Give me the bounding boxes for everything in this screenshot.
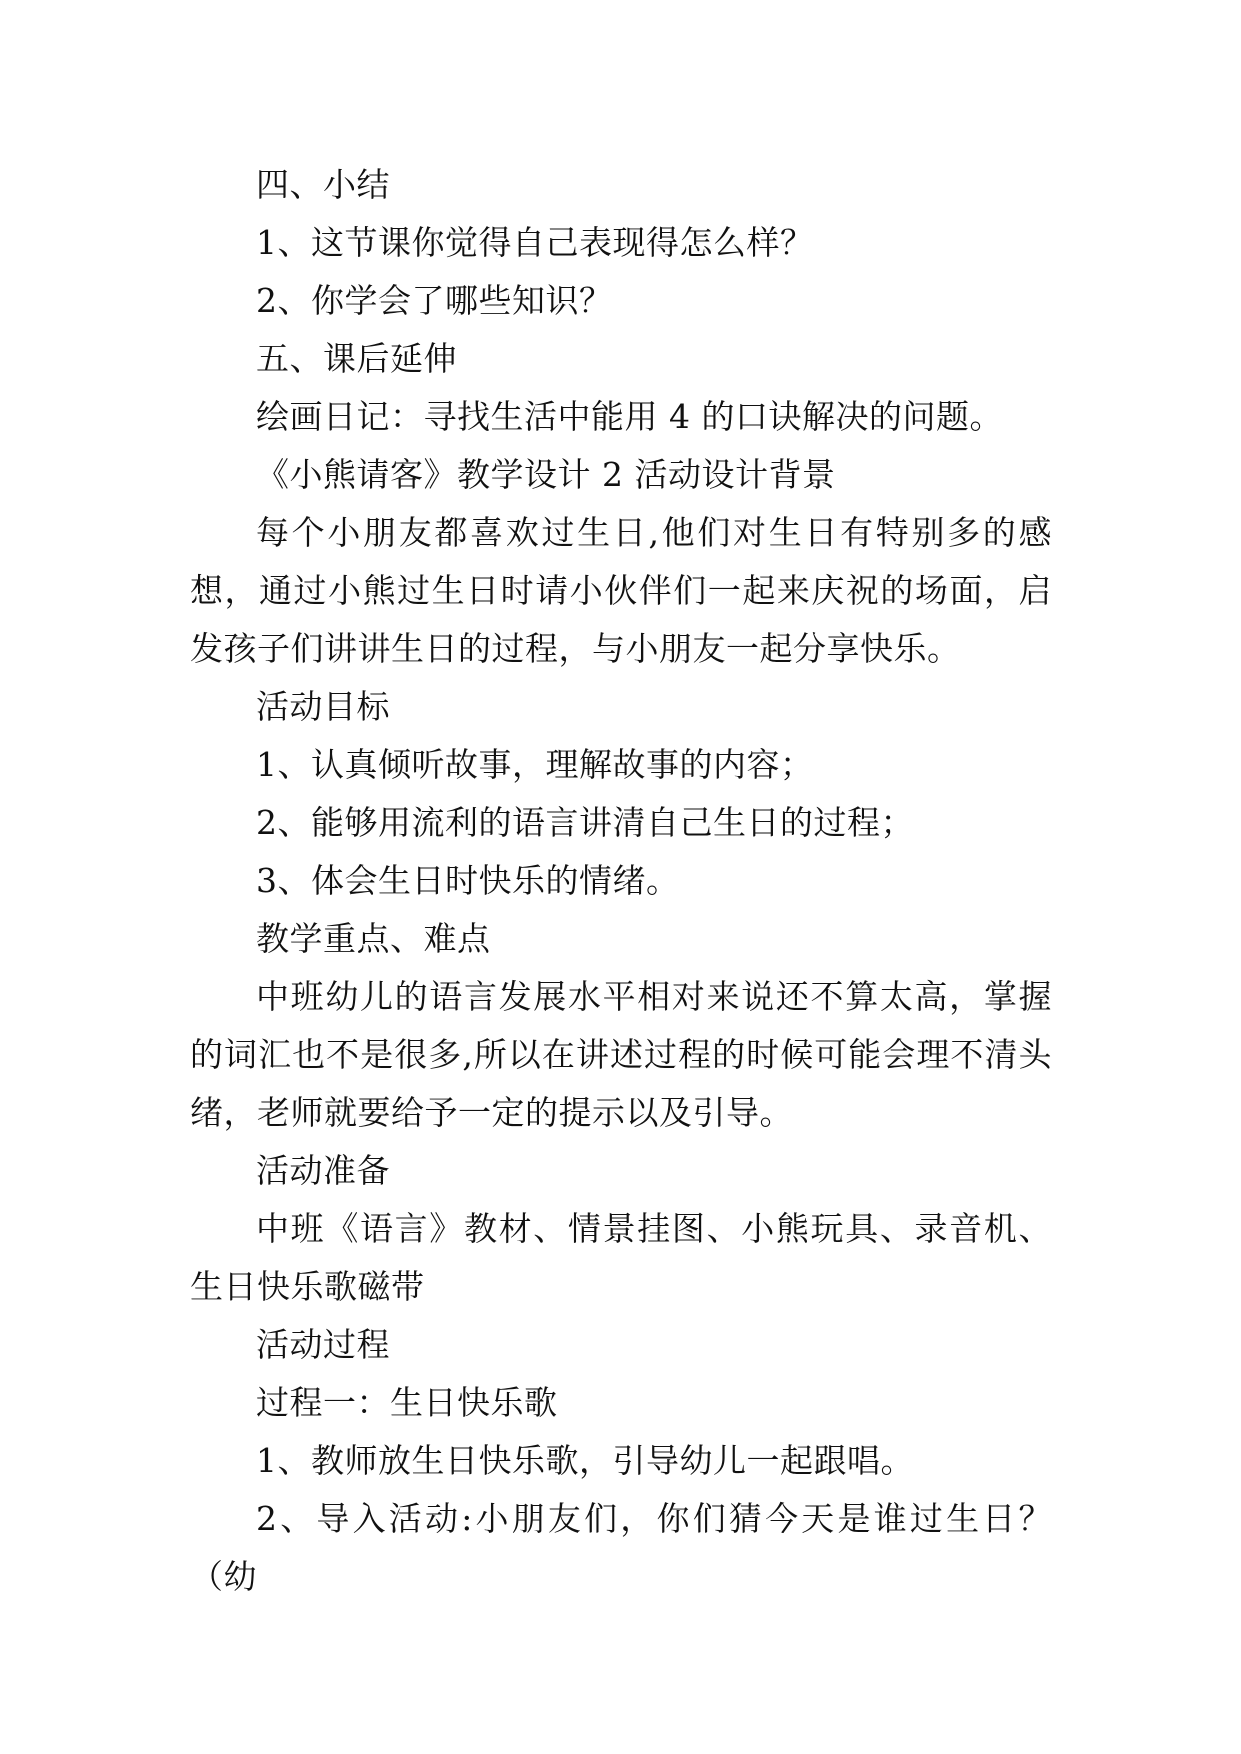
section-heading-preparation: 活动准备	[256, 1151, 390, 1190]
section-heading-goals: 活动目标	[256, 687, 390, 726]
paragraph: 中班幼儿的语言发展水平相对来说还不算太高，掌握的词汇也不是很多,所以在讲述过程的时候可能会理不清头绪，老师就要给予一定的提示以及引导。	[190, 977, 1052, 1132]
list-item: 2、导入活动:小朋友们，你们猜今天是谁过生日？（幼	[190, 1499, 1052, 1596]
paragraph: 每个小朋友都喜欢过生日,他们对生日有特别多的感想，通过小熊过生日时请小伙伴们一起来庆祝的场面，启发孩子们讲讲生日的过程，与小朋友一起分享快乐。	[190, 513, 1052, 668]
section-heading-extension: 五、课后延伸	[256, 339, 457, 378]
section-heading-design-background: 《小熊请客》教学设计 2 活动设计背景	[256, 455, 836, 494]
list-item: 2、你学会了哪些知识？	[256, 281, 613, 320]
subsection-heading: 过程一：生日快乐歌	[256, 1383, 558, 1422]
document-body	[190, 156, 1052, 1606]
section-heading-summary: 四、小结	[256, 165, 390, 204]
list-item: 2、能够用流利的语言讲清自己生日的过程；	[256, 803, 914, 842]
list-item: 3、体会生日时快乐的情绪。	[256, 861, 680, 900]
paragraph: 绘画日记：寻找生活中能用 4 的口诀解决的问题。	[256, 397, 1003, 436]
list-item: 1、教师放生日快乐歌，引导幼儿一起跟唱。	[256, 1441, 914, 1480]
list-item: 1、认真倾听故事，理解故事的内容；	[256, 745, 814, 784]
list-item: 1、这节课你觉得自己表现得怎么样？	[256, 223, 814, 262]
paragraph: 中班《语言》教材、情景挂图、小熊玩具、录音机、生日快乐歌磁带	[190, 1209, 1052, 1306]
section-heading-process: 活动过程	[256, 1325, 390, 1364]
section-heading-key-points: 教学重点、难点	[256, 919, 491, 958]
